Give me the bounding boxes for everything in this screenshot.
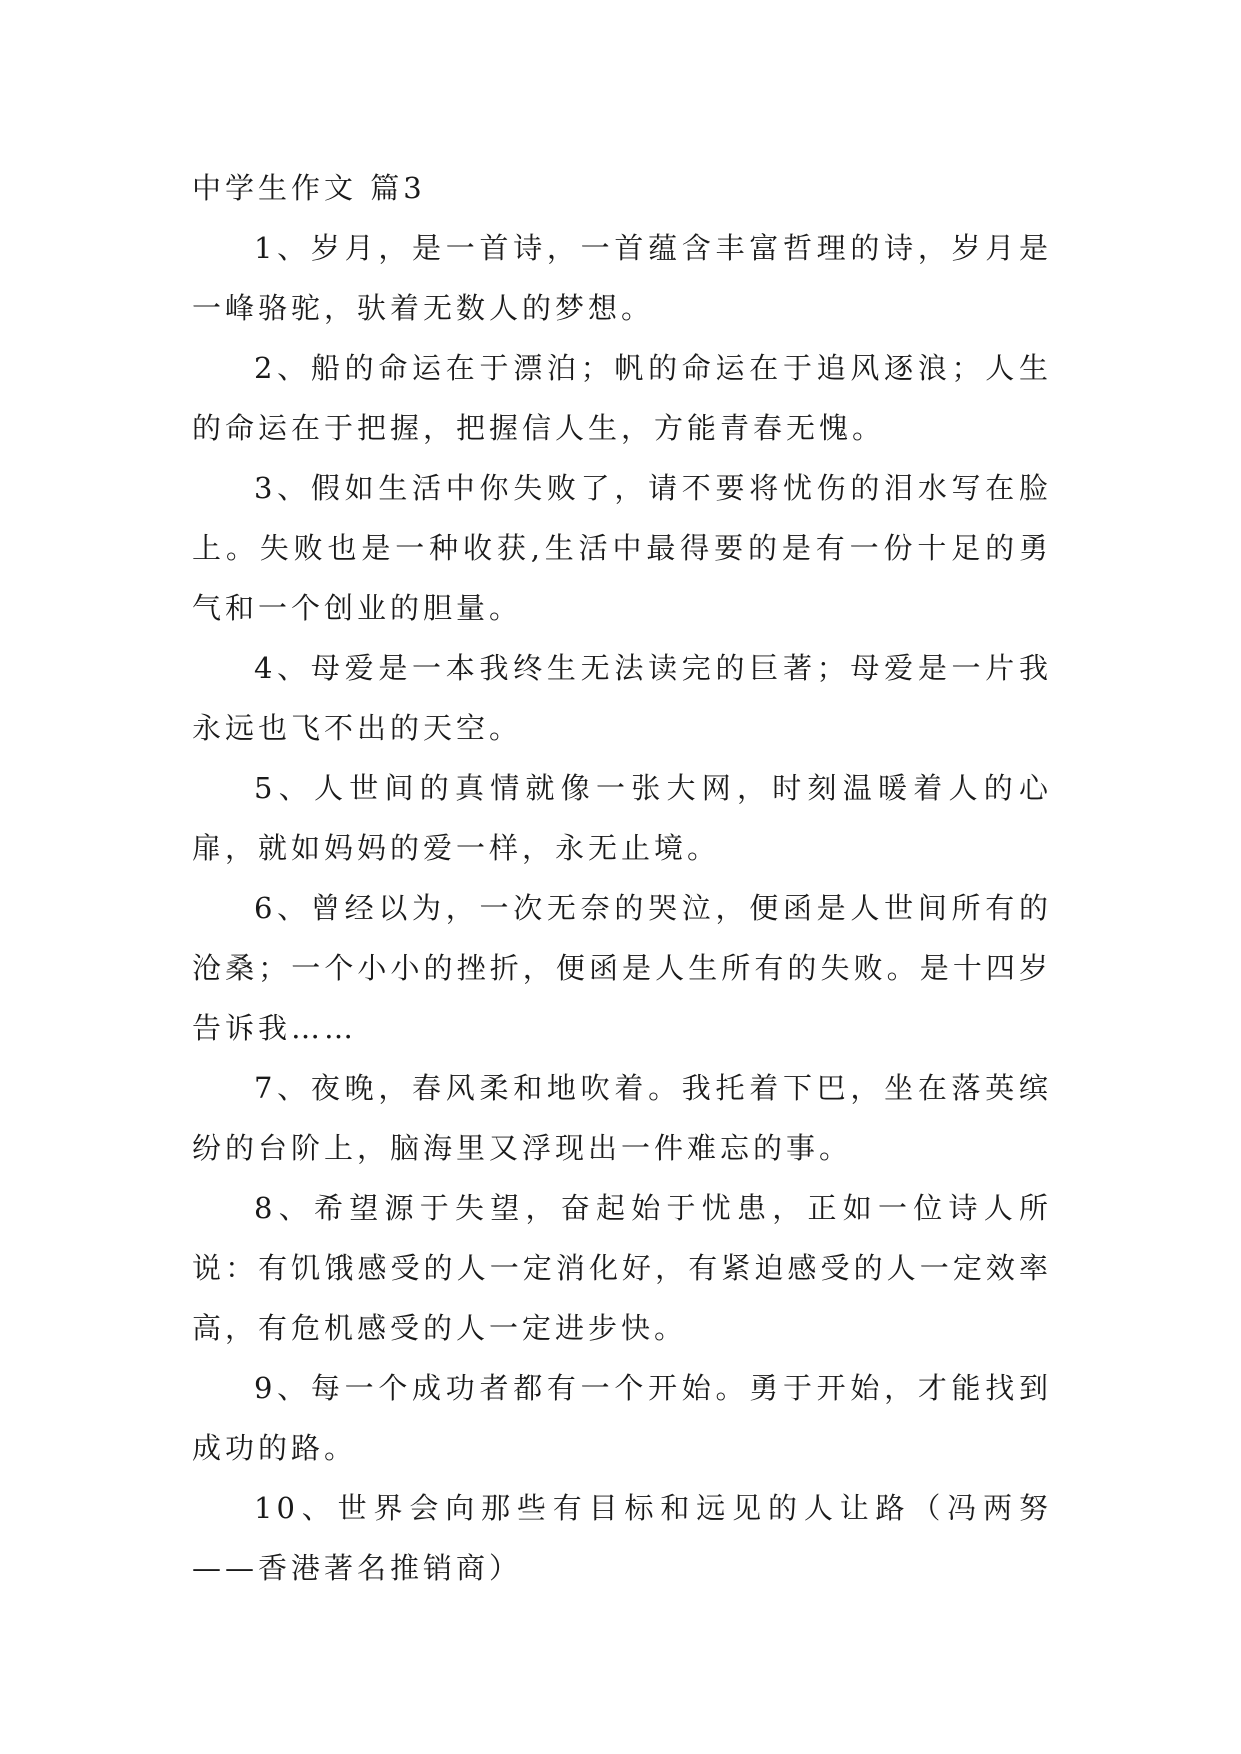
paragraph-1: 1、岁月，是一首诗，一首蕴含丰富哲理的诗，岁月是一峰骆驼，驮着无数人的梦想。	[192, 231, 1052, 325]
paragraph-3: 3、假如生活中你失败了，请不要将忧伤的泪水写在脸上。失败也是一种收获,生活中最得要的是有一份十足的勇气和一个创业的胆量。	[192, 471, 1052, 625]
paragraph-8: 8、希望源于失望，奋起始于忧患，正如一位诗人所说：有饥饿感受的人一定消化好，有紧迫感受的人一定效率高，有危机感受的人一定进步快。	[192, 1191, 1052, 1345]
paragraph-2: 2、船的命运在于漂泊；帆的命运在于追风逐浪；人生的命运在于把握，把握信人生，方能青春无愧。	[192, 351, 1052, 445]
document-title: 中学生作文 篇3	[192, 171, 426, 205]
paragraph-10: 10、世界会向那些有目标和远见的人让路（冯两努——香港著名推销商）	[192, 1491, 1052, 1585]
paragraph-5: 5、人世间的真情就像一张大网，时刻温暖着人的心扉，就如妈妈的爱一样，永无止境。	[192, 771, 1052, 865]
paragraph-6: 6、曾经以为，一次无奈的哭泣，便函是人世间所有的沧桑；一个小小的挫折，便函是人生所有的失败。是十四岁告诉我……	[192, 891, 1052, 1045]
document-body	[192, 158, 1052, 1598]
paragraph-4: 4、母爱是一本我终生无法读完的巨著；母爱是一片我永远也飞不出的天空。	[192, 651, 1052, 745]
paragraph-7: 7、夜晚，春风柔和地吹着。我托着下巴，坐在落英缤纷的台阶上，脑海里又浮现出一件难忘的事。	[192, 1071, 1052, 1165]
paragraph-9: 9、每一个成功者都有一个开始。勇于开始，才能找到成功的路。	[192, 1371, 1052, 1465]
